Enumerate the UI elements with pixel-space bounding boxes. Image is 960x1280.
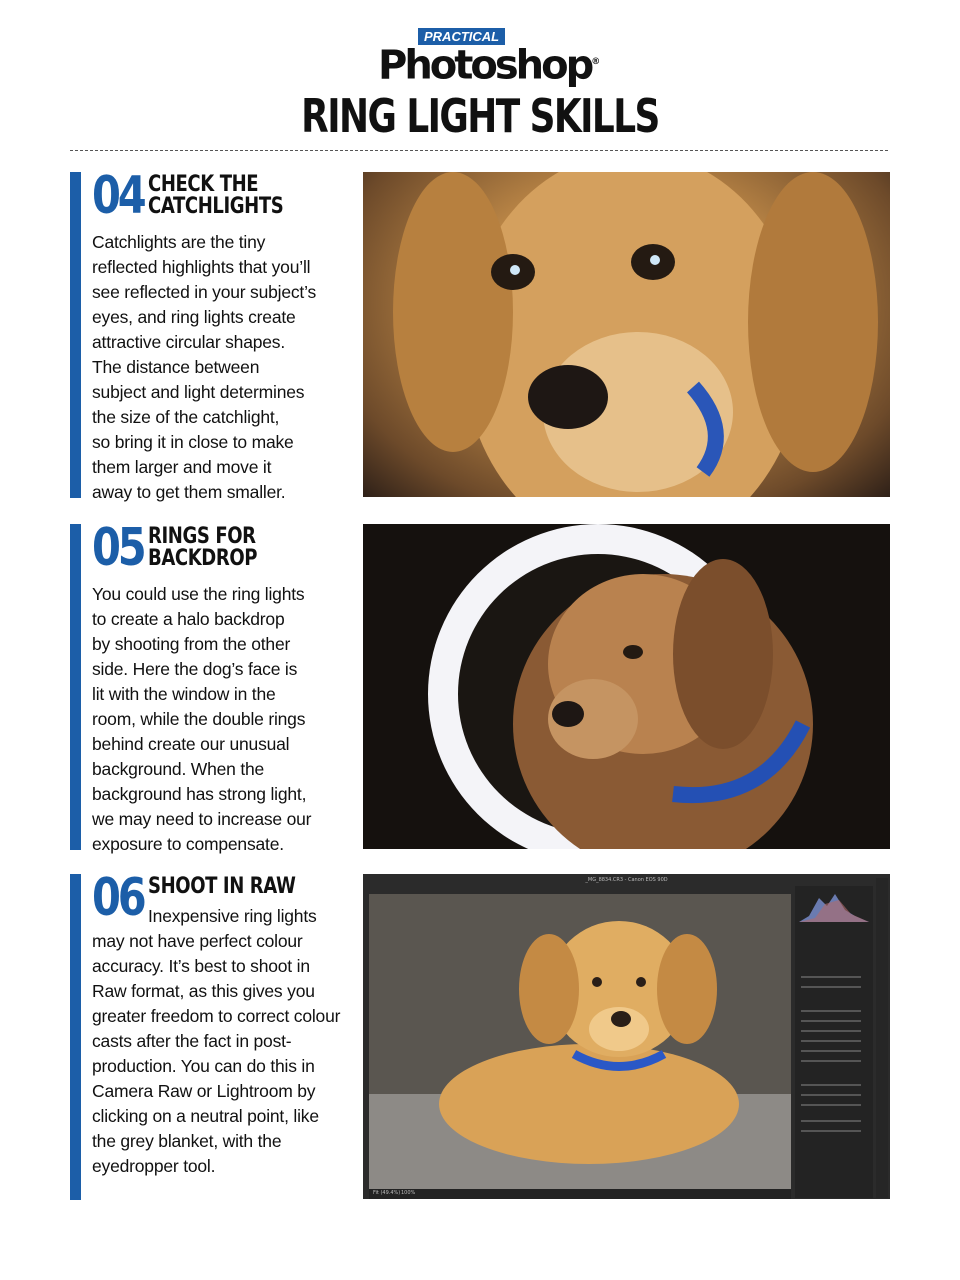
divider [70,150,888,151]
slider-saturation[interactable] [801,1130,861,1132]
heading-line: CATCHLIGHTS [148,194,284,219]
section-04 [70,166,890,502]
puppy-catchlights-photo [363,172,890,497]
zoom-percent-label[interactable]: 100% [401,1190,416,1196]
registered-mark: ® [591,57,601,67]
magazine-logo [378,40,601,89]
camera-raw-canvas [369,894,791,1194]
section-number: 05 [92,518,144,578]
slider-highlights[interactable] [801,1030,861,1032]
heading-line: RINGS FOR [148,524,256,549]
histogram [795,886,873,926]
section-bar [70,172,81,498]
camera-raw-screenshot [363,874,890,1199]
section-body: You could use the ring lights to create a halo backdrop by shooting from the other side. Here the dog’s face is lit with the window in the room, while the double rings behind create our unusual background. When the background has strong light, we may need to increase our exposure to compensate. [92,584,312,854]
slider-contrast[interactable] [801,1020,861,1022]
section-heading [148,526,257,570]
slider-vibrance[interactable] [801,1120,861,1122]
camera-raw-statusbar [369,1189,791,1199]
camera-raw-tool-rail[interactable] [876,878,888,1198]
section-heading [148,174,283,218]
slider-clarity[interactable] [801,1094,861,1096]
section-bar [70,524,81,850]
section-body: Inexpensive ring lights may not have perfect colour accuracy. It’s best to shoot in Raw format, as this gives you greater freedom to correct colour casts after the fact in post-production. You can do this in Camera Raw or Lightroom by clicking on a neutral point, like the grey blanket, with the eyedropper tool. [92,906,341,1176]
section-bar [70,874,81,1200]
section-number: 06 [92,868,144,928]
slider-shadows[interactable] [801,1040,861,1042]
section-heading: SHOOT IN RAW [148,874,296,899]
slider-texture[interactable] [801,1084,861,1086]
puppy-ring-halo-photo [363,524,890,849]
page-title: RING LIGHT SKILLS [301,89,659,143]
slider-whites[interactable] [801,1050,861,1052]
magazine-practical-label: PRACTICAL [418,28,505,45]
magazine-name: Photoshop [378,42,592,89]
slider-temperature[interactable] [801,976,861,978]
section-body: Catchlights are the tiny reflected highlights that you’ll see reflected in your subject’s eyes, and ring lights create attractive circular shapes. The distance between subject and light determines the size of the catchlight, so bring it in close to make them larger and move it away to get them smaller. [92,232,317,502]
zoom-fit-label[interactable]: Fit (49.4%) [373,1190,401,1196]
section-05 [70,518,890,854]
slider-dehaze[interactable] [801,1104,861,1106]
camera-raw-window-title: _MG_8834.CR3 - Canon EOS 90D [585,877,668,883]
heading-line: CHECK THE [148,172,259,197]
slider-blacks[interactable] [801,1060,861,1062]
slider-tint[interactable] [801,986,861,988]
section-06 [70,868,890,1200]
camera-raw-edit-panel[interactable] [795,886,873,1198]
section-number: 04 [92,166,144,226]
heading-line: BACKDROP [148,546,258,571]
slider-exposure[interactable] [801,1010,861,1012]
